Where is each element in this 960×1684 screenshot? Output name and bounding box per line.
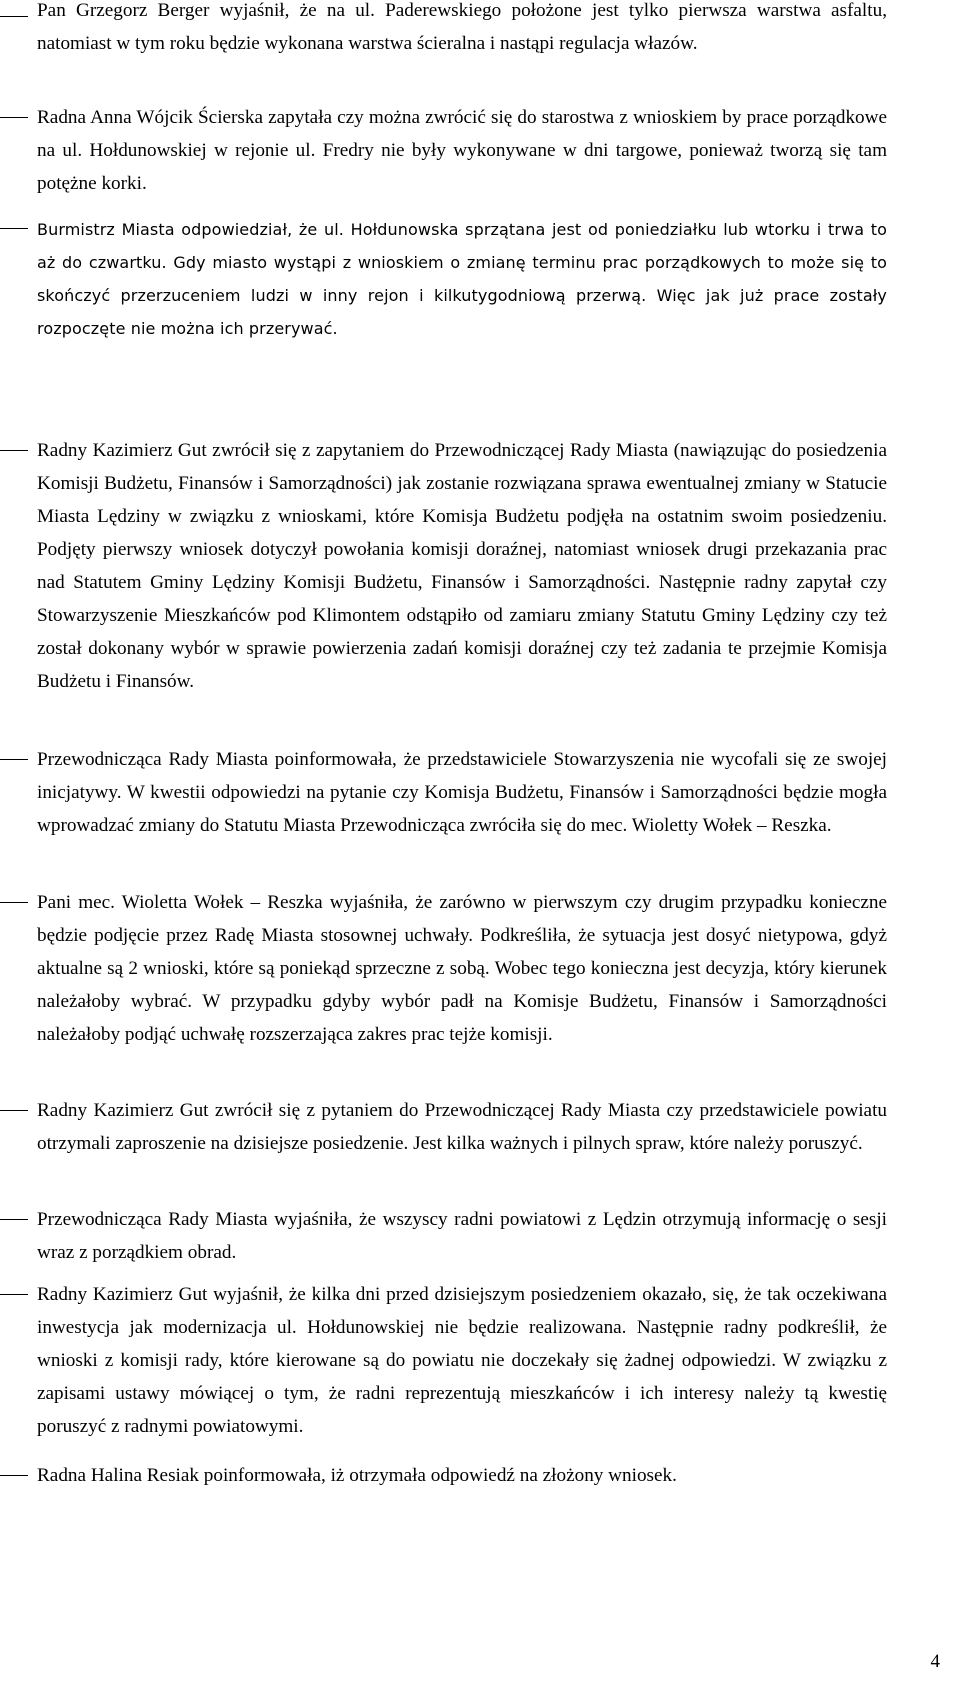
list-dash (0, 759, 28, 760)
paragraph-mecenas: Pani mec. Wioletta Wołek – Reszka wyjaśniła, że zarówno w pierwszym czy drugim przypadku konieczne będzie podjęcie przez Radę Miasta stosownej uchwały. Podkreśliła, że sytuacja jest dosyć nietypowa, gdyż aktualne są 2 wnioski, które są poniekąd sprzeczne z sobą. Wobec tego konieczna jest decyzja, który kierunek należałoby wybrać. W przypadku gdyby wybór padł na Komisje Budżetu, Finansów i Samorządności należałoby podjąć uchwałę rozszerzająca zakres prac tejże komisji. (37, 892, 887, 1045)
list-dash (0, 1110, 28, 1111)
list-dash (0, 16, 28, 17)
list-dash (0, 902, 28, 903)
list-dash (0, 1475, 28, 1476)
paragraph-przewodniczaca-stowarzyszenie: Przewodnicząca Rady Miasta poinformowała, że przedstawiciele Stowarzyszenia nie wycofali się ze swojej inicjatywy. W kwestii odpowiedzi na pytanie czy Komisja Budżetu, Finansów i Samorządności będzie mogła wprowadzać zmiany do Statutu Miasta Przewodnicząca zwróciła się do mec. Wioletty Wołek – Reszka. (37, 749, 887, 836)
list-dash (0, 117, 28, 118)
paragraph-gut-statut: Radny Kazimierz Gut zwrócił się z zapytaniem do Przewodniczącej Rady Miasta (nawiązując do posiedzenia Komisji Budżetu, Finansów i Samorządności) jak zostanie rozwiązana sprawa ewentualnej zmiany w Statucie Miasta Lędziny w związku z wnioskami, które Komisja Budżetu podjęła na ostatnim swoim posiedzeniu. Podjęty pierwszy wniosek dotyczył powołania komisji doraźnej, natomiast wniosek drugi przekazania prac nad Statutem Gminy Lędziny Komisji Budżetu, Finansów i Samorządności. Następnie radny zapytał czy Stowarzyszenie Mieszkańców pod Klimontem odstąpiło od zamiaru zmiany Statutu Gminy Lędziny czy też został dokonany wybór w sprawie powierzenia zadań komisji doraźnej czy też zadania te przejmie Komisja Budżetu i Finansów. (37, 440, 887, 692)
list-dash (0, 1219, 28, 1220)
paragraph-burmistrz: Burmistrz Miasta odpowiedział, że ul. Hołdunowska sprzątana jest od poniedziałku lub wtorku i trwa to aż do czwartku. Gdy miasto wystąpi z wnioskiem o zmianę terminu prac porządkowych to może się to skończyć przerzuceniem ludzi w inny rejon i kilkutygodniową przerwą. Więc jak już prace zostały rozpoczęte nie można ich przerywać. (37, 220, 887, 338)
list-dash (0, 228, 28, 229)
paragraph-przewodniczaca-informacja: Przewodnicząca Rady Miasta wyjaśniła, że wszyscy radni powiatowi z Lędzin otrzymują informację o sesji wraz z porządkiem obrad. (37, 1209, 887, 1263)
paragraph-gut-zaproszenie: Radny Kazimierz Gut zwrócił się z pytaniem do Przewodniczącej Rady Miasta czy przedstawiciele powiatu otrzymali zaproszenie na dzisiejsze posiedzenie. Jest kilka ważnych i pilnych spraw, które należy poruszyć. (37, 1100, 887, 1154)
paragraph-gut-modernizacja: Radny Kazimierz Gut wyjaśnił, że kilka dni przed dzisiejszym posiedzeniem okazało, się, że tak oczekiwana inwestycja jak modernizacja ul. Hołdunowskiej nie będzie realizowana. Następnie radny podkreślił, że wnioski z komisji rady, które kierowane są do powiatu nie doczekały się żadnej odpowiedzi. W związku z zapisami ustawy mówiącej o tym, że radni reprezentują mieszkańców i ich interesy należy tą kwestię poruszyć z radnymi powiatowymi. (37, 1284, 887, 1437)
paragraph-resiak: Radna Halina Resiak poinformowała, iż otrzymała odpowiedź na złożony wniosek. (37, 1465, 677, 1486)
page-number: 4 (930, 1651, 940, 1672)
paragraph-wojcik: Radna Anna Wójcik Ścierska zapytała czy można zwrócić się do starostwa z wnioskiem by prace porządkowe na ul. Hołdunowskiej w rejonie ul. Fredry nie były wykonywane w dni targowe, ponieważ tworzą się tam potężne korki. (37, 107, 887, 194)
list-dash (0, 450, 28, 451)
list-dash (0, 1294, 28, 1295)
paragraph-berger: Pan Grzegorz Berger wyjaśnił, że na ul. Paderewskiego położone jest tylko pierwsza warstwa asfaltu, natomiast w tym roku będzie wykonana warstwa ścieralna i nastąpi regulacja włazów. (37, 0, 887, 54)
